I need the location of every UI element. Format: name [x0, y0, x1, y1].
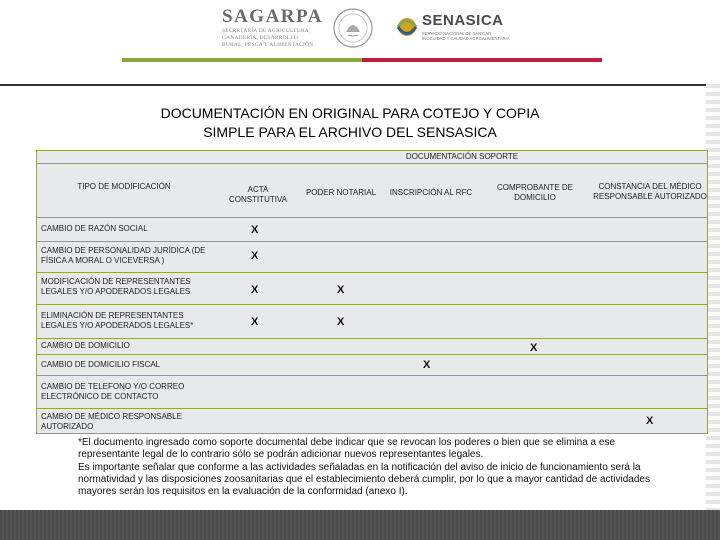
row-label: ELIMINACIÓN DE REPRESENTANTES LEGALES Y/O APODERADOS LEGALES* — [41, 311, 194, 330]
grid-line — [37, 338, 707, 339]
group-header: DOCUMENTACIÓN SOPORTE — [405, 152, 519, 161]
senasica-emblem-icon — [392, 12, 422, 42]
row-label: CAMBIO DE TELEFONO Y/O CORREO ELECTRÓNICO DE CONTACTO — [41, 382, 185, 401]
col-header-poder: PODER NOTARIAL — [305, 188, 377, 197]
grid-line — [37, 354, 707, 355]
footnote-paragraph-1: *El documento ingresado como soporte documental debe indicar que se revocan los poderes o bien que se elimina a ese representante legal de lo contrario sólo se podrán adicionar nuevos representantes legales. — [78, 437, 616, 461]
national-seal-icon — [328, 6, 378, 50]
mark-acta: X — [251, 316, 259, 328]
page-title — [100, 104, 600, 142]
row-label: CAMBIO DE PERSONALIDAD JURÍDICA (DE FÍSICA A MORAL O VICEVERSA ) — [41, 246, 206, 265]
header-color-strip — [122, 58, 602, 62]
footnote-paragraph-2: Es importante señalar que conforme a las actividades señaladas en la notificación del aviso de inicio de funcionamiento será la normatividad y las disposiciones zoosanitarias que el establecimiento deberá cumplir, por lo que a mayor cantidad de actividades mayores serán los requisitos en la evaluación de la conformidad (anexo I). — [78, 461, 650, 498]
footnote — [78, 437, 678, 498]
row-label: MODIFICACIÓN DE REPRESENTANTES LEGALES Y/O APODERADOS LEGALES — [41, 277, 191, 296]
grid-line — [37, 304, 707, 305]
strip-red — [362, 58, 602, 62]
row-label: CAMBIO DE RAZÓN SOCIAL — [41, 224, 148, 233]
mark-domicilio: X — [530, 342, 538, 354]
type-header: TIPO DE MODIFICACIÓN — [77, 182, 171, 191]
footer-band — [0, 510, 720, 540]
sagarpa-logo — [222, 6, 323, 50]
senasica-subtitle: SERVICIO NACIONAL DE SANIDAD, INOCUIDAD Y CALIDAD AGROALIMENTARIA — [422, 31, 510, 41]
title-line-1: DOCUMENTACIÓN EN ORIGINAL PARA COTEJO Y COPIA — [160, 105, 540, 121]
row-label: CAMBIO DE MÉDICO RESPONSABLE AUTORIZADO — [41, 412, 182, 431]
mark-acta: X — [251, 250, 259, 262]
senasica-logo — [392, 8, 512, 50]
strip-green — [122, 58, 362, 62]
mark-poder: X — [337, 316, 345, 328]
sagarpa-subtitle: SECRETARÍA DE AGRICULTURA, GANADERÍA, DESARROLLO RURAL, PESCA Y ALIMENTACIÓN — [222, 28, 314, 48]
col-header-domicilio: COMPROBANTE DE DOMICILIO — [496, 183, 573, 202]
header-divider — [0, 84, 720, 86]
grid-line — [37, 408, 707, 409]
mark-rfc: X — [423, 359, 431, 371]
col-header-acta: ACTA CONSTITUTIVA — [228, 185, 288, 204]
documentation-table — [36, 150, 708, 434]
grid-line — [37, 375, 707, 376]
grid-line — [37, 163, 707, 164]
mark-acta: X — [251, 284, 259, 296]
title-line-2: SIMPLE PARA EL ARCHIVO DEL SENSASICA — [203, 124, 497, 140]
mark-acta: X — [251, 224, 259, 236]
row-label: CAMBIO DE DOMICILIO — [41, 341, 130, 350]
grid-line — [37, 272, 707, 273]
grid-line — [37, 241, 707, 242]
senasica-name: SENASICA — [422, 12, 504, 29]
side-decoration — [706, 84, 720, 514]
mark-medico: X — [646, 415, 654, 427]
sagarpa-name: SAGARPA — [222, 6, 323, 27]
mark-poder: X — [337, 284, 345, 296]
row-label: CAMBIO DE DOMICILIO FISCAL — [41, 360, 161, 369]
col-header-medico: CONSTANCIA DEL MÉDICO RESPONSABLE AUTORIZADO — [593, 182, 707, 201]
col-header-rfc: INSCRIPCIÓN AL RFC — [389, 188, 473, 197]
